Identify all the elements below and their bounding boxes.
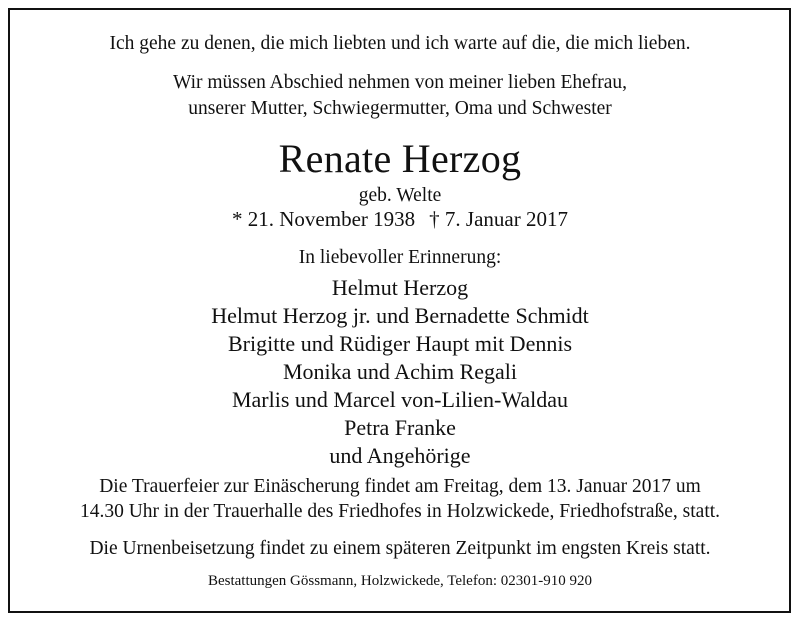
birth-date: * 21. November 1938 [232,207,416,231]
mourners-list [0,274,800,470]
funeral-home-info: Bestattungen Gössmann, Holzwickede, Telefon: 02301-910 920 [207,573,593,589]
death-date: † 7. Januar 2017 [429,207,568,231]
service-line-2: 14.30 Uhr in der Trauerhalle des Friedhofes in Holzwickede, Friedhofstraße, statt. [79,501,721,522]
intro-text [0,70,800,122]
mourner-item: Helmut Herzog [331,275,469,300]
mourner-item: und Angehörige [329,443,471,468]
memory-heading: In liebevoller Erinnerung: [298,247,502,268]
mourner-item: Monika und Achim Regali [282,359,518,384]
mourner-item: Brigitte und Rüdiger Haupt mit Dennis [227,331,573,356]
mourner-item: Petra Franke [344,415,456,440]
intro-line-2: unserer Mutter, Schwiegermutter, Oma und Schwester [188,98,612,119]
service-info [0,474,800,524]
intro-line-1: Wir müssen Abschied nehmen von meiner lieben Ehefrau, [172,72,628,93]
service-line-1: Die Trauerfeier zur Einäscherung findet am Freitag, dem 13. Januar 2017 um [99,476,701,497]
maiden-name: geb. Welte [358,185,442,206]
motto-quote: Ich gehe zu denen, die mich liebten und ich warte auf die, die mich lieben. [109,33,691,54]
mourner-item: Helmut Herzog jr. und Bernadette Schmidt [211,303,589,328]
mourner-item: Marlis und Marcel von-Lilien-Waldau [231,387,569,412]
deceased-name: Renate Herzog [278,136,522,181]
life-dates [0,206,800,232]
burial-info: Die Urnenbeisetzung findet zu einem späteren Zeitpunkt im engsten Kreis statt. [89,538,711,559]
